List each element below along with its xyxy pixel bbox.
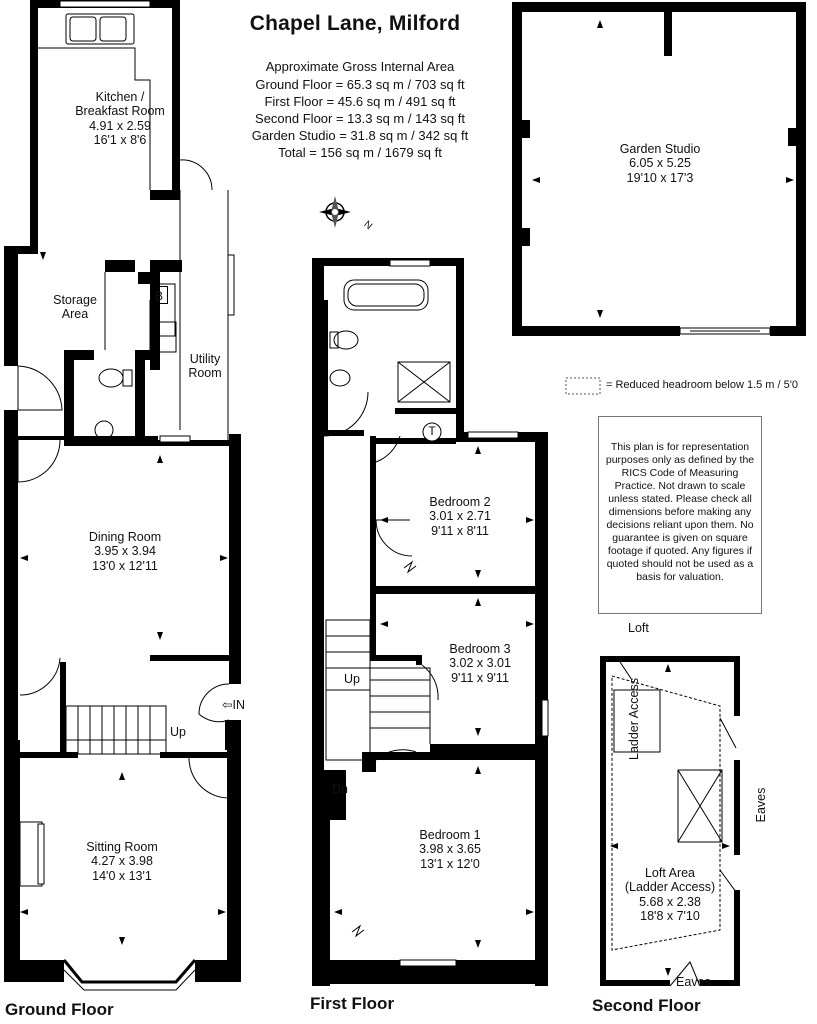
- sitting-name: Sitting Room: [86, 840, 158, 854]
- reduced-headroom-swatch: [566, 378, 600, 394]
- plan-title: Chapel Lane, Milford: [249, 12, 461, 35]
- up-first-label: Up: [344, 672, 360, 686]
- studio-imperial: 19'10 x 17'3: [626, 170, 694, 185]
- dining-imperial: 13'0 x 12'11: [92, 558, 158, 573]
- bedroom1-label: [390, 828, 510, 871]
- first-floor-title: First Floor: [310, 994, 395, 1013]
- sitting-imperial: 14'0 x 13'1: [92, 868, 152, 883]
- sitting-metric: 4.27 x 3.98: [91, 854, 153, 869]
- kitchen-metric: 4.91 x 2.59: [89, 118, 151, 133]
- second-floor-title: Second Floor: [592, 996, 701, 1015]
- loft-top-label: Loft: [628, 621, 649, 635]
- eaves-bottom-label: Eaves: [676, 975, 711, 989]
- bedroom1-metric: 3.98 x 3.65: [419, 842, 481, 857]
- bedroom1-name: Bedroom 1: [419, 828, 481, 842]
- bay-window-inner: [64, 970, 195, 990]
- storage-name: Storage: [53, 293, 97, 307]
- kitchen-name: Kitchen /: [95, 90, 145, 104]
- up-ground-label: Up: [170, 725, 186, 739]
- loft-name: Loft Area: [644, 866, 696, 880]
- compass-icon: [319, 196, 351, 228]
- studio-label: [600, 142, 720, 185]
- area-studio: Garden Studio = 31.8 sq m / 342 sq ft: [251, 128, 469, 143]
- bedroom3-imperial: 9'11 x 9'11: [451, 670, 509, 685]
- dining-label: [65, 530, 185, 573]
- kitchen-label: [60, 90, 180, 148]
- entrance-text: IN: [232, 698, 245, 712]
- bedroom2-metric: 3.01 x 2.71: [429, 509, 491, 524]
- bedroom2-label: [400, 495, 520, 538]
- kitchen-imperial: 16'1 x 8'6: [93, 133, 147, 148]
- ground-floor-title: Ground Floor: [5, 1000, 114, 1019]
- down-first-label: Dn: [332, 782, 348, 796]
- storage-name2: Area: [61, 307, 89, 322]
- eaves-side-label: Eaves: [754, 787, 768, 823]
- utility-label: [182, 352, 228, 381]
- boiler-label: B: [150, 286, 168, 304]
- bedroom2-name: Bedroom 2: [429, 495, 491, 509]
- studio-name: Garden Studio: [619, 142, 701, 156]
- loft-imperial: 18'8 x 7'10: [640, 909, 700, 924]
- storage-label: [45, 293, 105, 322]
- bedroom3-label: [420, 642, 540, 685]
- kitchen-name2: Breakfast Room: [75, 104, 165, 119]
- loft-metric: 5.68 x 2.38: [639, 894, 701, 909]
- area-first: First Floor = 45.6 sq m / 491 sq ft: [264, 94, 456, 109]
- sitting-label: [62, 840, 182, 883]
- area-second: Second Floor = 13.3 sq m / 143 sq ft: [255, 111, 465, 126]
- tank-label: T: [428, 424, 436, 438]
- loft-label: [610, 866, 730, 924]
- dining-metric: 3.95 x 3.94: [94, 544, 156, 559]
- utility-name2: Room: [188, 366, 222, 381]
- bay-window: [64, 960, 195, 982]
- utility-name: Utility: [189, 352, 221, 366]
- reduced-headroom-label: = Reduced headroom below 1.5 m / 5'0: [606, 379, 798, 391]
- entrance-label: [222, 698, 245, 712]
- bedroom3-name: Bedroom 3: [449, 642, 511, 656]
- entrance-arrow-icon: ⇦: [222, 698, 233, 712]
- loft-name2: (Ladder Access): [624, 880, 716, 895]
- bedroom1-imperial: 13'1 x 12'0: [420, 856, 480, 871]
- bedroom3-metric: 3.02 x 3.01: [449, 656, 511, 671]
- bedroom2-imperial: 9'11 x 8'11: [431, 523, 489, 538]
- compass-north-label: N: [361, 219, 375, 233]
- area-ground: Ground Floor = 65.3 sq m / 703 sq ft: [255, 77, 465, 92]
- area-total: Total = 156 sq m / 1679 sq ft: [278, 145, 442, 160]
- ladder-access-label: Ladder Access: [627, 678, 641, 760]
- studio-metric: 6.05 x 5.25: [629, 156, 691, 171]
- dining-name: Dining Room: [88, 530, 162, 544]
- area-heading: Approximate Gross Internal Area: [265, 59, 455, 74]
- disclaimer: This plan is for representation purposes only as defined by the RICS Code of Measuring Practice. Not drawn to scale unless stated. Please check all dimensions before making any decisions reliant upon them. No guarantee is given on square footage if quoted. Any figures if quoted should not be used as a basis for valuation.: [598, 416, 762, 614]
